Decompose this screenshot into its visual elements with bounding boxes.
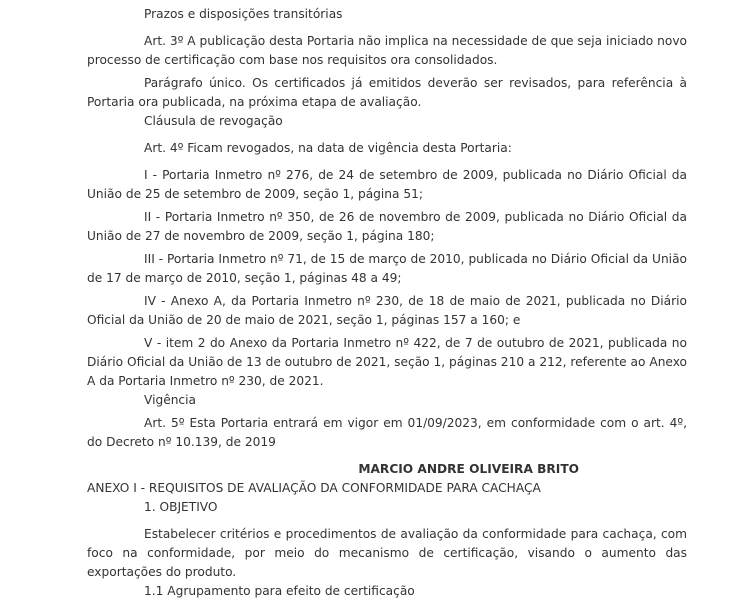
article-5: Art. 5º Esta Portaria entrará em vigor em 01/09/2023, em conformidade com o art. 4º, do Decreto nº 10.139, de 2019 bbox=[87, 416, 687, 449]
revocation-item-i: I - Portaria Inmetro nº 276, de 24 de setembro de 2009, publicada no Diário Oficial da União de 25 de setembro de 2009, seção 1, página 51; bbox=[87, 168, 687, 201]
revocation-item-iii: III - Portaria Inmetro nº 71, de 15 de março de 2010, publicada no Diário Oficial da União de 17 de março de 2010, seção 1, páginas 48 a 49; bbox=[87, 252, 687, 285]
heading-vigencia: Vigência bbox=[144, 393, 196, 407]
paragrafo-unico: Parágrafo único. Os certificados já emitidos deverão ser revisados, para referência à Portaria ora publicada, na próxima etapa de avaliação. bbox=[87, 76, 687, 109]
revocation-item-ii: II - Portaria Inmetro nº 350, de 26 de novembro de 2009, publicada no Diário Oficial da União de 27 de novembro de 2009, seção 1, página 180; bbox=[87, 210, 687, 243]
revocation-item-v: V - item 2 do Anexo da Portaria Inmetro nº 422, de 7 de outubro de 2021, publicada no Diário Oficial da União de 13 de outubro de 2021, seção 1, páginas 210 a 212, referente ao Anexo A da Portaria Inmetro nº 230, de 2021. bbox=[87, 336, 687, 388]
article-4: Art. 4º Ficam revogados, na data de vigência desta Portaria: bbox=[144, 141, 512, 155]
revocation-item-iv: IV - Anexo A, da Portaria Inmetro nº 230, de 18 de maio de 2021, publicada no Diário Oficial da União de 20 de maio de 2021, seção 1, páginas 157 a 160; e bbox=[87, 294, 687, 327]
signer-name: MARCIO ANDRE OLIVEIRA BRITO bbox=[358, 462, 579, 476]
section-agrupamento: 1.1 Agrupamento para efeito de certificação bbox=[144, 584, 415, 598]
article-3: Art. 3º A publicação desta Portaria não implica na necessidade de que seja iniciado novo processo de certificação com base nos requisitos ora consolidados. bbox=[87, 34, 687, 67]
heading-revogacao: Cláusula de revogação bbox=[144, 114, 283, 128]
section-objetivo: 1. OBJETIVO bbox=[144, 500, 218, 514]
document-body bbox=[87, 5, 687, 601]
heading-prazos: Prazos e disposições transitórias bbox=[144, 7, 343, 21]
annex-title: ANEXO I - REQUISITOS DE AVALIAÇÃO DA CONFORMIDADE PARA CACHAÇA bbox=[87, 481, 541, 495]
objetivo-text: Estabelecer critérios e procedimentos de avaliação da conformidade para cachaça, com foco na conformidade, por meio do mecanismo de certificação, visando o aumento das exportações do produto. bbox=[87, 527, 687, 579]
